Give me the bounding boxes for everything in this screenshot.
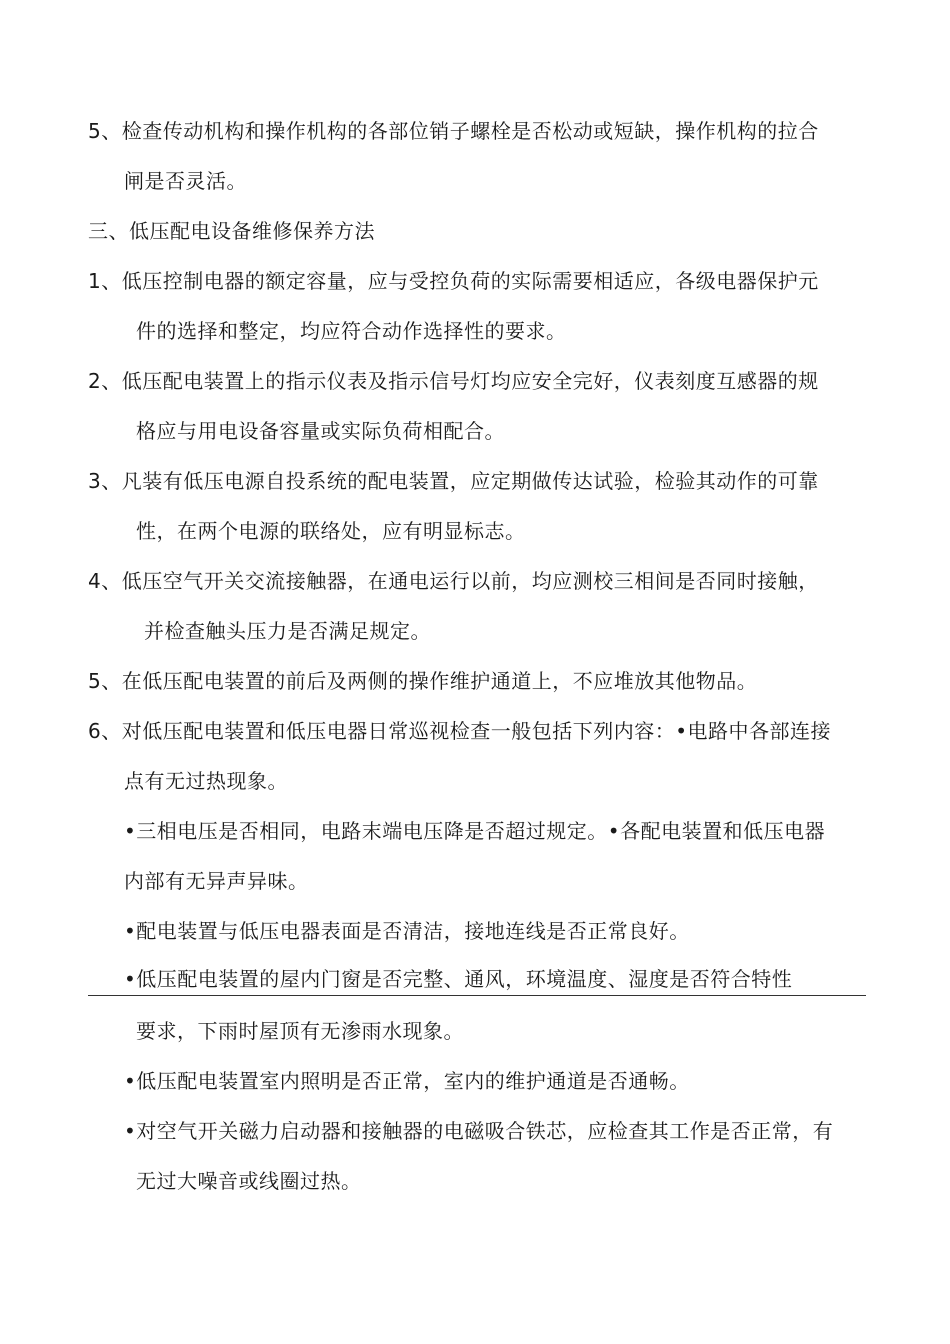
text-line: 性，在两个电源的联络处，应有明显标志。 bbox=[136, 519, 526, 543]
text-line: 5、在低压配电装置的前后及两侧的操作维护通道上，不应堆放其他物品。 bbox=[88, 669, 758, 693]
text-line: 格应与用电设备容量或实际负荷相配合。 bbox=[136, 419, 505, 443]
text-line: 6、对低压配电装置和低压电器日常巡视检查一般包括下列内容：•电路中各部连接 bbox=[88, 719, 832, 743]
text-line: 4、低压空气开关交流接触器，在通电运行以前，均应测校三相间是否同时接触， bbox=[88, 569, 819, 593]
text-line: 点有无过热现象。 bbox=[124, 769, 288, 793]
text-line: 要求，下雨时屋顶有无渗雨水现象。 bbox=[136, 1019, 464, 1043]
text-line: 并检查触头压力是否满足规定。 bbox=[144, 619, 431, 643]
text-line: •低压配电装置的屋内门窗是否完整、通风，环境温度、湿度是否符合特性 bbox=[124, 967, 793, 991]
text-line: •低压配电装置室内照明是否正常，室内的维护通道是否通畅。 bbox=[124, 1069, 690, 1093]
text-line: 3、凡装有低压电源自投系统的配电装置，应定期做传达试验，检验其动作的可靠 bbox=[88, 469, 819, 493]
text-line: 无过大噪音或线圈过热。 bbox=[136, 1169, 362, 1193]
text-line: 5、检查传动机构和操作机构的各部位销子螺栓是否松动或短缺，操作机构的拉合 bbox=[88, 119, 819, 143]
text-line: 内部有无异声异味。 bbox=[124, 869, 309, 893]
text-line: •配电装置与低压电器表面是否清洁，接地连线是否正常良好。 bbox=[124, 919, 690, 943]
text-line: 2、低压配电装置上的指示仪表及指示信号灯均应安全完好，仪表刻度互感器的规 bbox=[88, 369, 819, 393]
text-line: 1、低压控制电器的额定容量，应与受控负荷的实际需要相适应，各级电器保护元 bbox=[88, 269, 819, 293]
text-line: 件的选择和整定，均应符合动作选择性的要求。 bbox=[136, 319, 567, 343]
text-line: •对空气开关磁力启动器和接触器的电磁吸合铁芯，应检查其工作是否正常，有 bbox=[124, 1119, 834, 1143]
text-line: 闸是否灵活。 bbox=[124, 169, 247, 193]
text-line: •三相电压是否相同，电路末端电压降是否超过规定。•各配电装置和低压电器 bbox=[124, 819, 826, 843]
section-heading: 三、低压配电设备维修保养方法 bbox=[88, 219, 375, 243]
horizontal-divider bbox=[88, 995, 866, 996]
